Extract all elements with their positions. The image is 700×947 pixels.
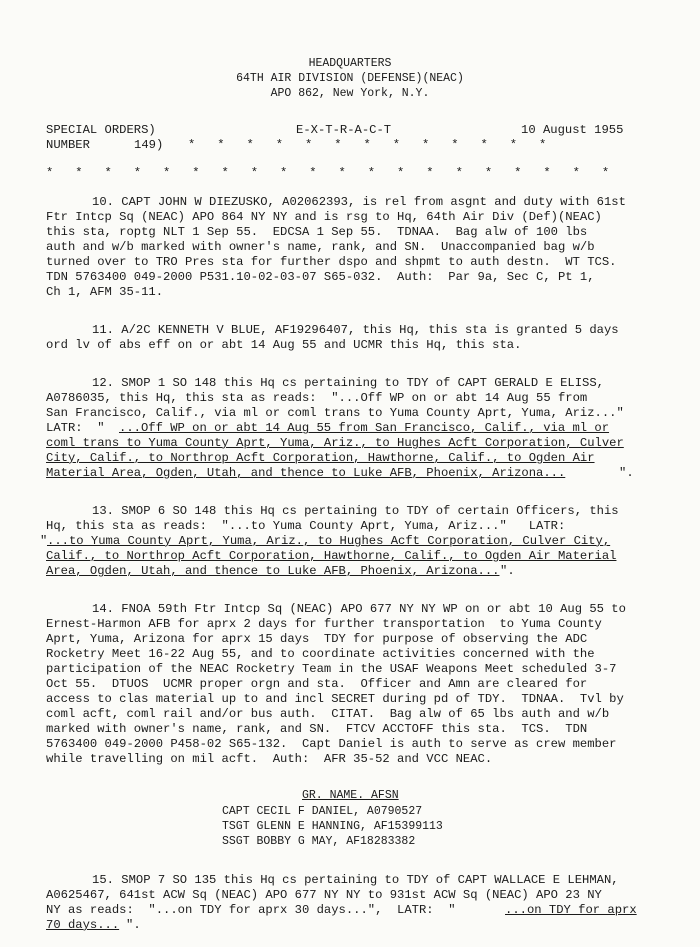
- para14-line: Ernest-Harmon AFB for aprx 2 days for further transportation to Yuma County: [46, 617, 602, 631]
- para11-line: ord lv of abs eff on or abt 14 Aug 55 and UCMR this Hq, this sta.: [46, 338, 522, 352]
- order-number: 149): [134, 138, 164, 152]
- star-row-1: * * * * * * * * * * * * *: [188, 138, 547, 152]
- para10-line: auth and w/b marked with owner's name, rank, and SN. Unaccompanied bag w/b: [46, 240, 595, 254]
- star-row-2: * * * * * * * * * * * * * * * * * * * *: [46, 166, 610, 180]
- para13-amended-line: ...to Yuma County Aprt, Yuma, Ariz., to Hughes Acft Corporation, Culver City,: [47, 534, 611, 548]
- para10-line: Ch 1, AFM 35-11.: [46, 285, 164, 299]
- para12-close: ".: [619, 466, 634, 480]
- para13-amended-line: Calif., to Northrop Acft Corporation, Hawthorne, Calif., to Ogden Air Material: [46, 549, 617, 563]
- para15-line: A0625467, 641st ACW Sq (NEAC) APO 677 NY NY to 931st ACW Sq (NEAC) APO 23 NY: [46, 888, 602, 902]
- number-label: NUMBER: [46, 138, 90, 152]
- header-division: 64TH AIR DIVISION (DEFENSE)(NEAC): [236, 72, 464, 85]
- para14-line: participation of the NEAC Rocketry Team in the USAF Weapons Meet scheduled 3-7: [46, 662, 617, 676]
- para14-line: marked with owner's name, rank, and SN. FTCV ACCTOFF this sta. TCS. TDN: [46, 722, 588, 736]
- para14-line: Aprt, Yuma, Arizona for aprx 15 days TDY for purpose of observing the ADC: [46, 632, 588, 646]
- para12-line: San Francisco, Calif., via ml or coml trans to Yuma County Aprt, Yuma, Ariz...": [46, 406, 624, 420]
- para14-line: while travelling on mil acft. Auth: AFR 35-52 and VCC NEAC.: [46, 752, 493, 766]
- para15-amended-line: ...on TDY for aprx: [505, 903, 637, 917]
- roster-heading: GR. NAME. AFSN: [302, 789, 399, 802]
- para12-amended-line: Material Area, Ogden, Utah, and thence to Luke AFB, Phoenix, Arizona...: [46, 466, 566, 480]
- header-apo: APO 862, New York, N.Y.: [270, 87, 430, 100]
- para12-line: 12. SMOP 1 SO 148 this Hq cs pertaining to TDY of CAPT GERALD E ELISS,: [92, 376, 604, 390]
- para13-line: Hq, this sta as reads: "...to Yuma County Aprt, Yuma, Ariz..." LATR:: [46, 519, 566, 533]
- header-hq: HEADQUARTERS: [308, 57, 392, 70]
- para12-line: A0786035, this Hq, this sta as reads: "...Off WP on or abt 14 Aug 55 from: [46, 391, 588, 405]
- para15-amended-line: 70 days...: [46, 918, 120, 932]
- para15-line: NY as reads: "...on TDY for aprx 30 days...", LATR: ": [46, 903, 456, 917]
- para12-latr-label: LATR: ": [46, 421, 105, 435]
- para11-line: 11. A/2C KENNETH V BLUE, AF19296407, this Hq, this sta is granted 5 days: [92, 323, 619, 337]
- para14-line: access to clas material up to and incl SECRET during pd of TDY. TDNAA. Tvl by: [46, 692, 624, 706]
- para13-amended-line: Area, Ogden, Utah, and thence to Luke AFB, Phoenix, Arizona...: [46, 564, 500, 578]
- para10-line: TDN 5763400 049-2000 P531.10-02-03-07 S65-032. Auth: Par 9a, Sec C, Pt 1,: [46, 270, 595, 284]
- para14-line: coml acft, coml rail and/or bus auth. CITAT. Bag alw of 65 lbs auth and w/b: [46, 707, 610, 721]
- special-orders-label: SPECIAL ORDERS): [46, 123, 156, 137]
- para12-amended-line: ...Off WP on or abt 14 Aug 55 from San Francisco, Calif., via ml or: [119, 421, 610, 435]
- para13-open-quote: ": [40, 534, 48, 548]
- para12-amended-line: coml trans to Yuma County Aprt, Yuma, Ariz., to Hughes Acft Corporation, Culver: [46, 436, 624, 450]
- roster-name: CAPT CECIL F DANIEL, A0790527: [222, 805, 423, 818]
- para12-amended-line: City, Calif., to Northrop Acft Corporation, Hawthorne, Calif., to Ogden Air: [46, 451, 595, 465]
- para14-line: Oct 55. DTUOS UCMR proper orgn and sta. Officer and Amn are cleared for: [46, 677, 588, 691]
- para15-line: 15. SMOP 7 SO 135 this Hq cs pertaining to TDY of CAPT WALLACE E LEHMAN,: [92, 873, 619, 887]
- para14-line: Rocketry Meet 16-22 Aug 55, and to coordinate activities concerned with the: [46, 647, 595, 661]
- para13-line: 13. SMOP 6 SO 148 this Hq cs pertaining to TDY of certain Officers, this: [92, 504, 619, 518]
- para13-close: ".: [500, 564, 515, 578]
- para10-line: Ftr Intcp Sq (NEAC) APO 864 NY NY and is rsg to Hq, 64th Air Div (Def)(NEAC): [46, 210, 602, 224]
- extract-label: E-X-T-R-A-C-T: [296, 123, 392, 137]
- roster-name: TSGT GLENN E HANNING, AF15399113: [222, 820, 443, 833]
- para10-line: 10. CAPT JOHN W DIEZUSKO, A02062393, is rel from asgnt and duty with 61st: [92, 195, 626, 209]
- para10-line: this sta, roptg NLT 1 Sep 55. EDCSA 1 Sep 55. TDNAA. Bag alw of 100 lbs: [46, 225, 588, 239]
- order-date: 10 August 1955: [521, 123, 624, 137]
- roster-name: SSGT BOBBY G MAY, AF18283382: [222, 835, 416, 848]
- para10-line: turned over to TRO Pres sta for further dspo and shpmt to auth destn. WT TCS.: [46, 255, 617, 269]
- para15-close: ".: [126, 918, 141, 932]
- para14-line: 14. FNOA 59th Ftr Intcp Sq (NEAC) APO 677 NY NY WP on or abt 10 Aug 55 to: [92, 602, 626, 616]
- para14-line: 5763400 049-2000 P458-02 S65-132. Capt Daniel is auth to serve as crew member: [46, 737, 617, 751]
